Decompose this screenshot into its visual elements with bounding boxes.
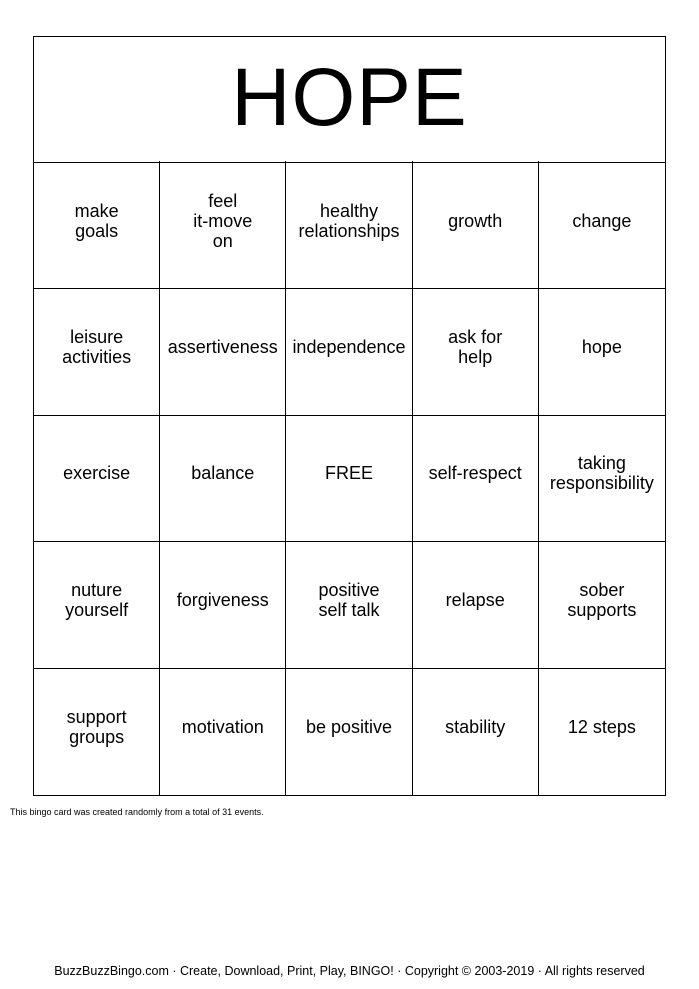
bingo-cell xyxy=(160,414,286,542)
bingo-cell xyxy=(539,287,665,415)
bingo-cell xyxy=(34,287,160,415)
bingo-cell xyxy=(413,287,539,415)
cell-label: independence xyxy=(292,337,406,358)
bingo-cell xyxy=(160,667,286,795)
cell-label: healthy relationships xyxy=(298,200,400,241)
page-footer: BuzzBuzzBingo.com · Create, Download, Print, Play, BINGO! · Copyright © 2003-2019 · All rights reserved xyxy=(54,964,645,978)
cell-label: make goals xyxy=(74,200,119,241)
cell-label: support groups xyxy=(66,706,127,747)
cell-label: positive self talk xyxy=(318,579,380,620)
card-header xyxy=(34,37,665,163)
cell-label: 12 steps xyxy=(567,716,636,737)
bingo-cell xyxy=(286,287,412,415)
cell-label: change xyxy=(572,210,632,231)
cell-label: assertiveness xyxy=(167,337,278,358)
bingo-cell xyxy=(34,540,160,668)
free-space-cell xyxy=(286,414,412,542)
card-footnote: This bingo card was created randomly from a total of 31 events. xyxy=(10,807,264,817)
bingo-cell xyxy=(539,414,665,542)
cell-label: balance xyxy=(191,463,255,484)
bingo-cell xyxy=(34,667,160,795)
bingo-cell xyxy=(160,161,286,289)
bingo-card xyxy=(33,36,666,796)
bingo-cell xyxy=(413,540,539,668)
bingo-grid xyxy=(34,163,665,795)
cell-label: sober supports xyxy=(567,579,637,620)
bingo-cell xyxy=(286,667,412,795)
bingo-cell xyxy=(34,414,160,542)
cell-label: feel it-move on xyxy=(193,190,253,251)
bingo-cell xyxy=(413,161,539,289)
bingo-cell xyxy=(286,161,412,289)
bingo-cell xyxy=(539,540,665,668)
bingo-cell xyxy=(539,667,665,795)
cell-label: nuture yourself xyxy=(65,579,129,620)
bingo-cell xyxy=(34,161,160,289)
cell-label: growth xyxy=(448,210,503,231)
cell-label: relapse xyxy=(445,589,505,610)
cell-label: be positive xyxy=(305,716,393,737)
bingo-cell xyxy=(160,287,286,415)
cell-label: leisure activities xyxy=(62,327,132,368)
bingo-cell xyxy=(413,414,539,542)
bingo-cell xyxy=(286,540,412,668)
card-title: HOPE xyxy=(231,51,468,143)
cell-label: stability xyxy=(445,716,506,737)
cell-label: hope xyxy=(581,337,622,358)
cell-label: ask for help xyxy=(448,327,503,368)
bingo-cell xyxy=(160,540,286,668)
bingo-cell xyxy=(539,161,665,289)
cell-label: motivation xyxy=(181,716,264,737)
cell-label: taking responsibility xyxy=(549,453,654,494)
cell-label: FREE xyxy=(324,463,373,484)
cell-label: exercise xyxy=(63,463,131,484)
cell-label: self-respect xyxy=(428,463,522,484)
bingo-cell xyxy=(413,667,539,795)
cell-label: forgiveness xyxy=(176,589,269,610)
